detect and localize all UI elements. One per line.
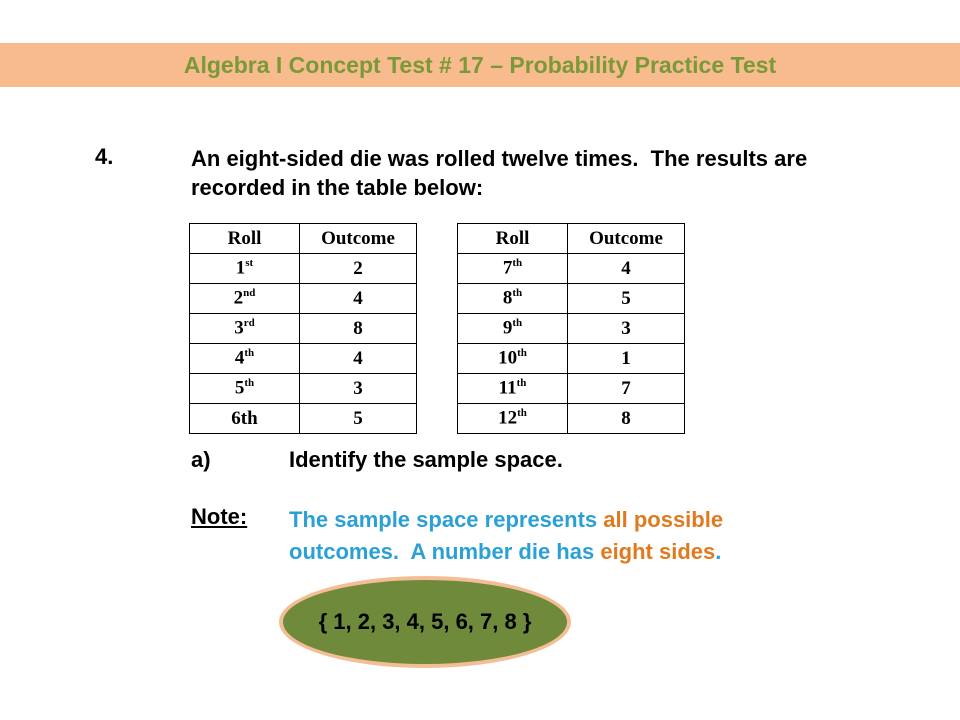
roll-cell [458, 374, 568, 404]
roll-number: 3 [234, 317, 244, 339]
table-row [190, 314, 417, 344]
roll-number: 10 [498, 347, 518, 369]
table-row [190, 344, 417, 374]
roll-number: 4 [234, 347, 245, 369]
roll-number: 8 [502, 287, 513, 309]
table-row [190, 374, 417, 404]
outcome-cell: 8 [300, 314, 417, 344]
outcome-cell: 3 [568, 314, 685, 344]
roll-cell [458, 284, 568, 314]
header-outcome: Outcome [568, 224, 685, 254]
roll-cell [458, 404, 568, 434]
roll-number: 1 [235, 257, 246, 279]
roll-cell [190, 404, 300, 434]
roll-cell [190, 344, 300, 374]
outcome-cell: 2 [300, 254, 417, 284]
roll-number: 12 [498, 407, 518, 429]
ordinal-suffix: st [245, 257, 254, 270]
roll-number: 11 [498, 377, 517, 399]
outcome-cell: 4 [300, 284, 417, 314]
results-table-left [189, 223, 417, 434]
roll-number: 6th [231, 407, 258, 429]
roll-cell [190, 284, 300, 314]
roll-cell [190, 374, 300, 404]
table-row [458, 374, 685, 404]
outcome-cell: 3 [300, 374, 417, 404]
ordinal-suffix: th [244, 347, 255, 360]
table-row [458, 404, 685, 434]
note-segment: The sample space represents [289, 507, 604, 532]
ordinal-suffix: th [516, 377, 527, 390]
ordinal-suffix: th [244, 377, 255, 390]
table-row [190, 254, 417, 284]
ordinal-suffix: nd [243, 287, 256, 300]
ordinal-suffix: th [517, 347, 527, 360]
ordinal-suffix: th [512, 257, 523, 270]
table-row [190, 284, 417, 314]
question-text [191, 144, 951, 202]
outcome-cell: 5 [300, 404, 417, 434]
answer-text: { 1, 2, 3, 4, 5, 6, 7, 8 } [318, 609, 532, 634]
ordinal-suffix: th [512, 287, 523, 300]
roll-cell [458, 254, 568, 284]
question-line-2: recorded in the table below: [191, 175, 484, 200]
roll-cell [190, 314, 300, 344]
table-header-row [190, 224, 417, 254]
header-roll: Roll [458, 224, 568, 254]
outcome-cell: 7 [568, 374, 685, 404]
results-table-right [457, 223, 685, 434]
title-banner [0, 43, 960, 87]
note-text [289, 504, 909, 568]
roll-cell [190, 254, 300, 284]
ordinal-suffix: th [512, 317, 523, 330]
outcome-cell: 8 [568, 404, 685, 434]
outcome-cell: 4 [300, 344, 417, 374]
roll-cell [458, 344, 568, 374]
header-roll: Roll [190, 224, 300, 254]
part-a-text: Identify the sample space. [289, 447, 563, 472]
page-title: Algebra I Concept Test # 17 – Probability Practice Test [183, 52, 777, 78]
roll-number: 5 [234, 377, 245, 399]
note-segment: outcomes. A number die has [289, 539, 601, 564]
roll-number: 7 [502, 257, 513, 279]
roll-number: 9 [502, 317, 513, 339]
table-row [458, 254, 685, 284]
note-segment: all possible [603, 507, 724, 532]
header-outcome: Outcome [300, 224, 417, 254]
roll-number: 2 [233, 287, 244, 309]
table-header-row [458, 224, 685, 254]
outcome-cell: 5 [568, 284, 685, 314]
outcome-cell: 4 [568, 254, 685, 284]
table-row [190, 404, 417, 434]
question-number: 4. [95, 144, 114, 169]
note-label: Note: [191, 504, 248, 529]
table-row [458, 284, 685, 314]
table-row [458, 344, 685, 374]
roll-cell [458, 314, 568, 344]
ordinal-suffix: th [517, 407, 527, 420]
note-segment: . [715, 539, 722, 564]
part-a-label: a) [191, 447, 211, 472]
outcome-cell: 1 [568, 344, 685, 374]
ordinal-suffix: rd [243, 317, 255, 330]
question-line-1: An eight-sided die was rolled twelve times. The results are [191, 146, 808, 171]
table-row [458, 314, 685, 344]
note-segment: eight sides [600, 539, 716, 564]
